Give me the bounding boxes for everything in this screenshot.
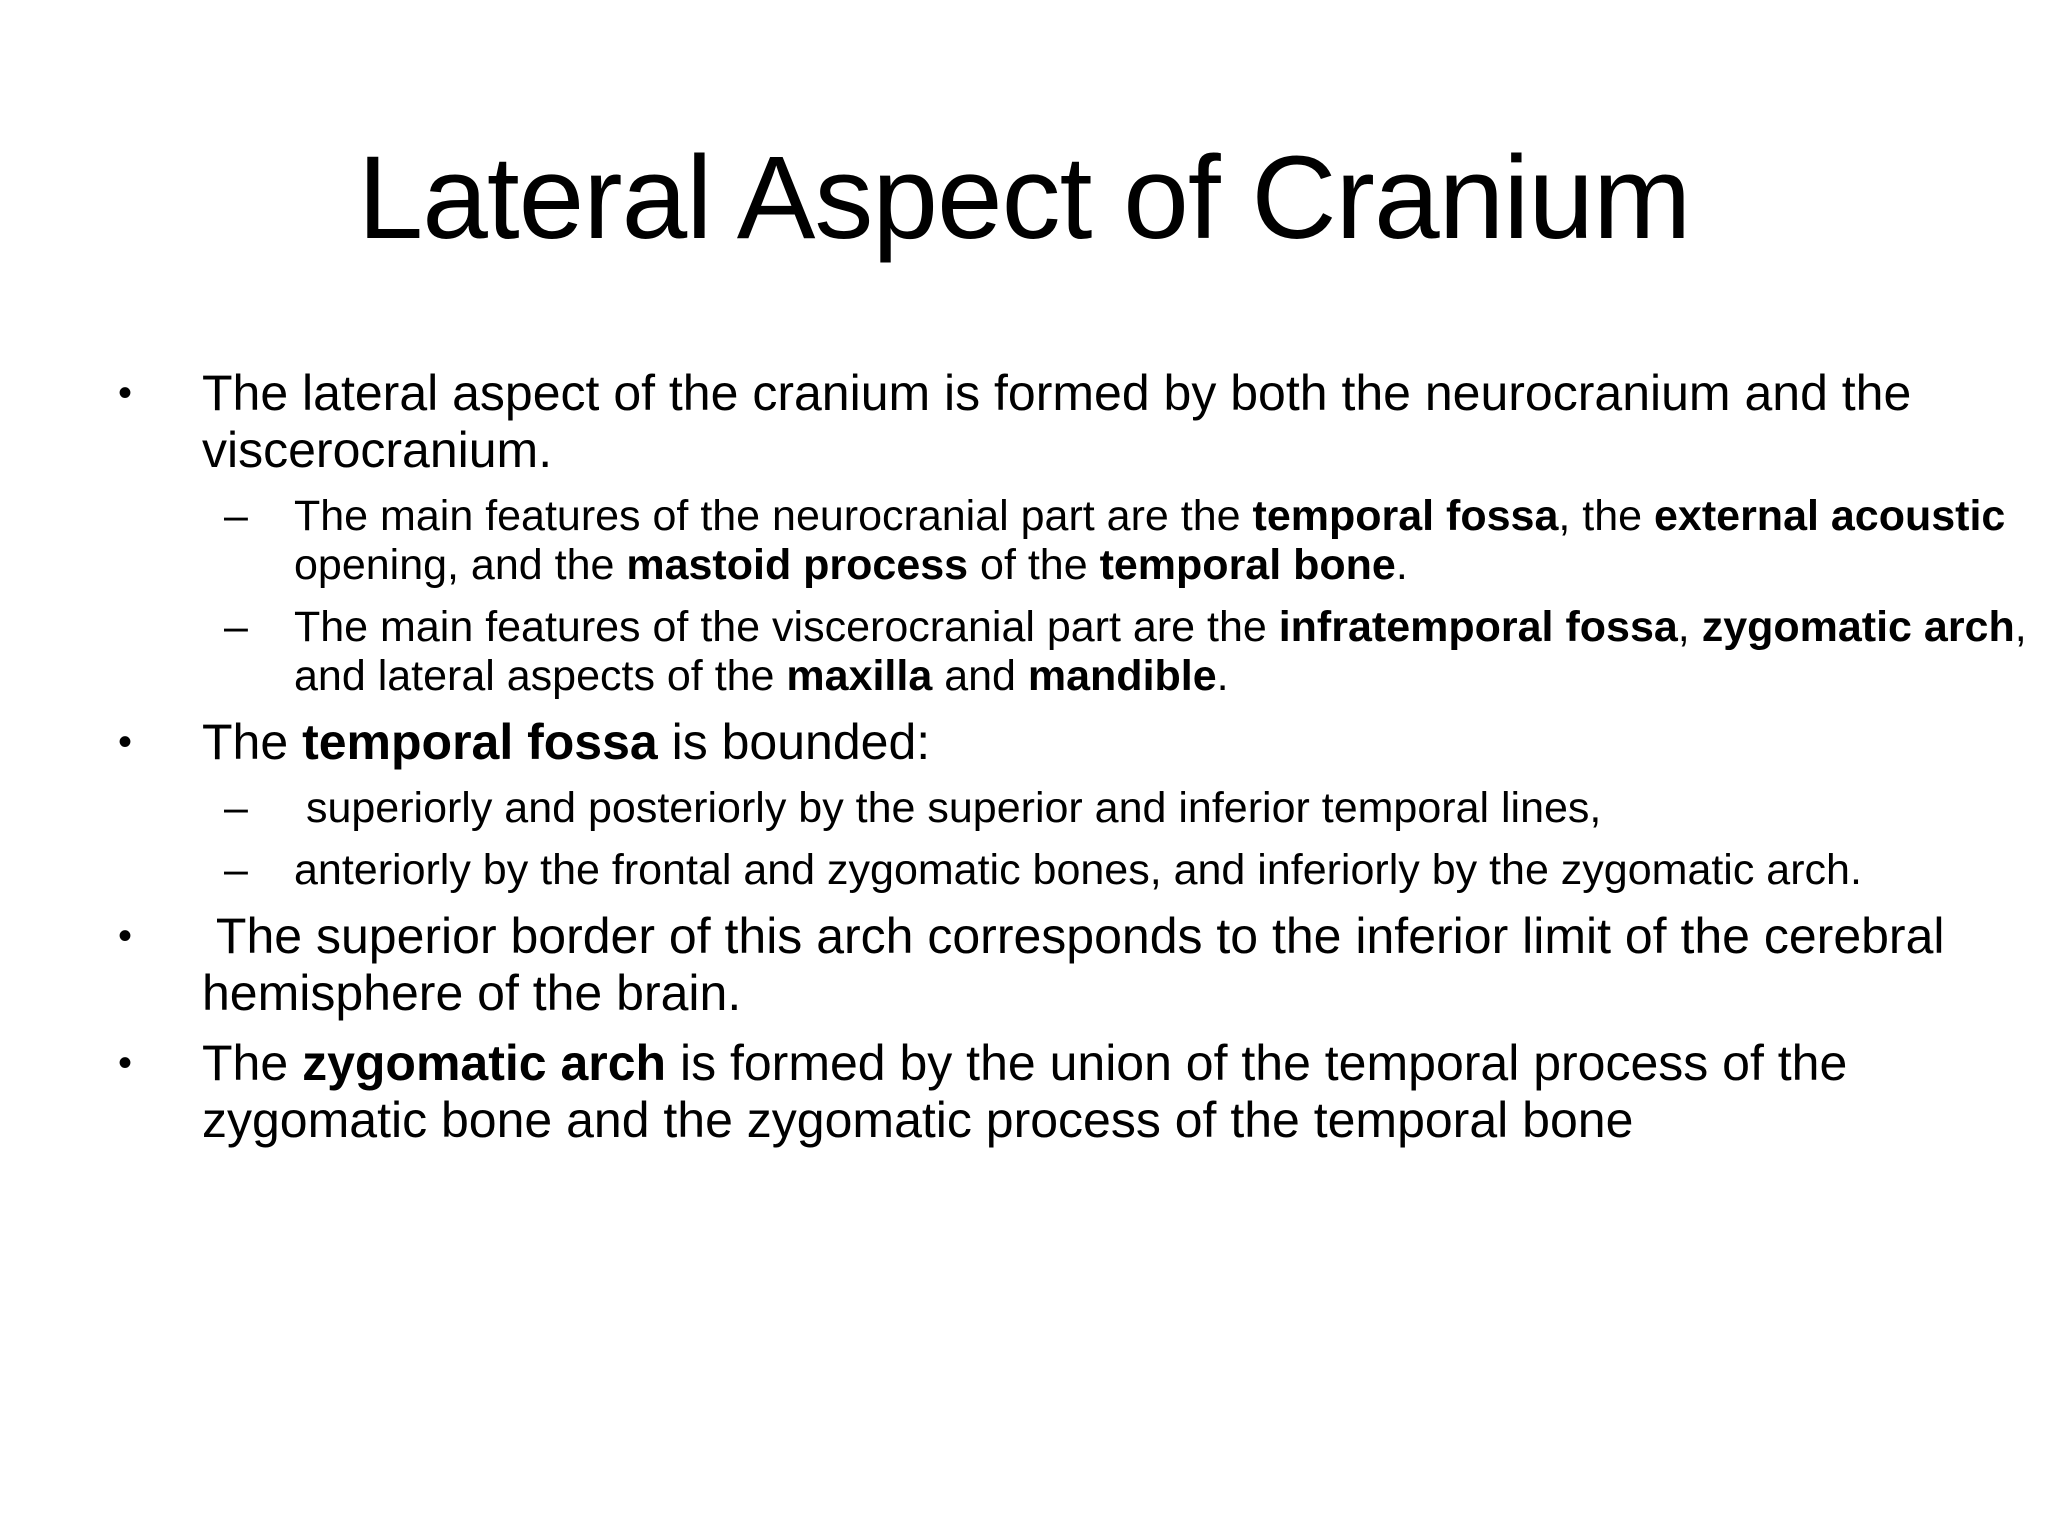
bold-term: external acoustic — [1654, 492, 2006, 540]
bullet-text — [294, 784, 1601, 832]
sub-bullet-item — [118, 846, 2044, 895]
bullet-list — [118, 365, 2039, 1162]
text-segment: The superior border of this arch corresponds to the inferior limit of the cerebral hemisphere of the brain. — [202, 908, 1959, 1021]
text-segment: is bounded: — [657, 714, 931, 770]
bold-term: temporal fossa — [302, 714, 658, 770]
dash-marker: – — [224, 846, 248, 894]
bold-term: zygomatic arch — [1701, 603, 2015, 651]
bold-term: mandible — [1027, 652, 1217, 700]
bullet-item — [118, 908, 2042, 1022]
bullet-marker: • — [118, 914, 133, 958]
bold-term: infratemporal fossa — [1278, 603, 1678, 651]
bullet-text — [202, 365, 1925, 478]
bullet-text — [294, 492, 2017, 589]
text-segment: and — [932, 652, 1028, 700]
text-segment: opening, and the — [294, 492, 2018, 589]
bullet-text — [202, 1035, 1861, 1148]
dash-marker: – — [224, 784, 248, 832]
dash-marker: – — [224, 603, 248, 651]
text-segment: of the — [968, 541, 1100, 589]
bold-term: temporal bone — [1099, 541, 1396, 589]
bullet-marker: • — [118, 720, 133, 764]
bold-term: maxilla — [786, 652, 933, 700]
bullet-marker: • — [118, 1041, 133, 1085]
text-segment: superiorly and posteriorly by the superior and inferior temporal lines, — [294, 784, 1602, 832]
bullet-item — [118, 714, 2042, 771]
bold-term: mastoid process — [626, 541, 969, 589]
bullet-marker: • — [118, 371, 133, 415]
text-segment: is formed by the union of the temporal process of the zygomatic bone and the zygomatic process of the temporal bone — [202, 1035, 1862, 1148]
bullet-text — [294, 846, 1862, 894]
bold-term: zygomatic arch — [302, 1035, 667, 1091]
text-segment: , — [1677, 603, 1702, 651]
bullet-text — [294, 603, 2039, 700]
text-segment: . — [1216, 652, 1229, 700]
sub-bullet-item — [118, 603, 2044, 701]
sub-bullet-item — [118, 784, 2044, 833]
bold-term: temporal fossa — [1252, 492, 1559, 540]
text-segment: The main features of the neurocranial part are the — [294, 492, 1253, 540]
sub-bullet-item — [118, 492, 2044, 590]
text-segment: The main features of the viscerocranial part are the — [294, 603, 1279, 651]
bullet-text — [202, 714, 930, 770]
bullet-item — [118, 1035, 2042, 1149]
text-segment: , and lateral aspects of the — [294, 603, 2039, 700]
text-segment: The lateral aspect of the cranium is formed by both the neurocranium and the viscerocranium. — [202, 365, 1926, 478]
slide-title: Lateral Aspect of Cranium — [357, 132, 1691, 264]
text-segment: anteriorly by the frontal and zygomatic bones, and inferiorly by the zygomatic arch. — [294, 846, 1862, 894]
bullet-text — [202, 908, 1958, 1021]
bullet-item — [118, 365, 2042, 479]
text-segment: . — [1395, 541, 1408, 589]
text-segment: The — [202, 1035, 303, 1091]
text-segment: , the — [1558, 492, 1654, 540]
text-segment: The — [202, 714, 303, 770]
dash-marker: – — [224, 492, 248, 540]
